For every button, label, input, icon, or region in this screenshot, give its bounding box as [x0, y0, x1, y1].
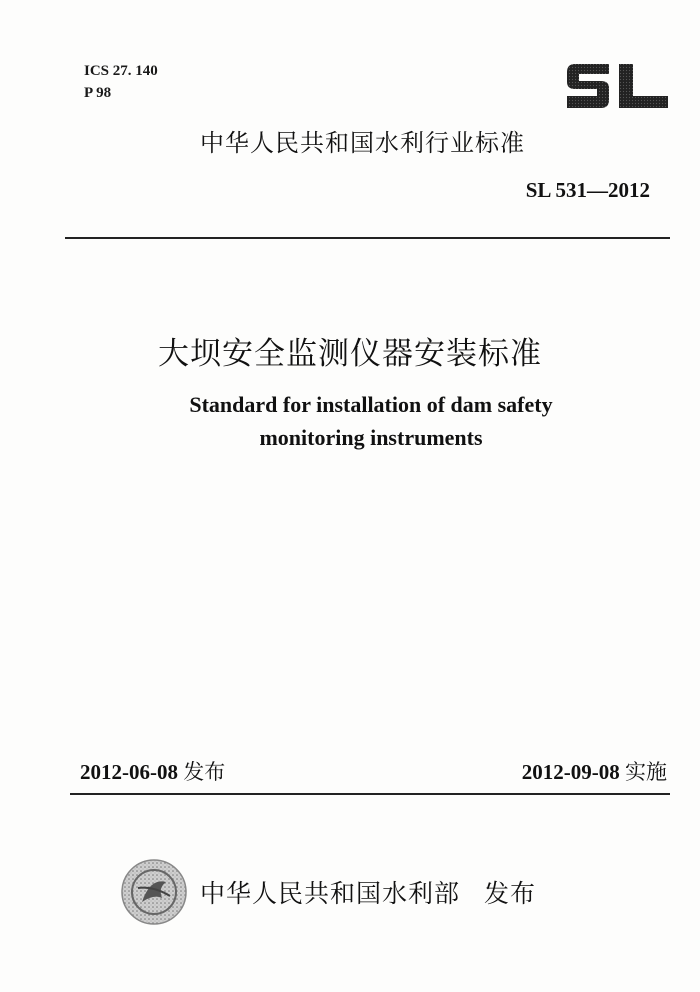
- title-english: [0, 388, 700, 454]
- publisher-name: 中华人民共和国水利部: [200, 879, 461, 908]
- title-english-line-1: Standard for installation of dam safety: [189, 392, 553, 417]
- bottom-divider: [70, 793, 670, 795]
- publisher-line: [200, 874, 536, 910]
- implement-date-block: [522, 756, 667, 786]
- implement-date: 2012-09-08: [521, 760, 620, 784]
- ministry-seal-emblem: [120, 858, 188, 926]
- standard-number: SL 531—2012: [525, 178, 650, 202]
- publisher-action: 发布: [484, 879, 537, 908]
- title-chinese: 大坝安全监测仪器安装标准: [158, 336, 542, 372]
- top-divider: [65, 237, 670, 239]
- ics-code: ICS 27. 140: [84, 63, 158, 79]
- implement-label: 实施: [625, 760, 667, 784]
- title-english-line-2: monitoring instruments: [259, 425, 483, 450]
- issue-date-block: [80, 756, 225, 786]
- sl-logo: [565, 60, 670, 112]
- issue-date: 2012-06-08: [80, 760, 178, 784]
- classification-block: [84, 60, 158, 104]
- category-code: P 98: [84, 85, 112, 101]
- issue-label: 发布: [183, 760, 226, 784]
- industry-standard-heading: 中华人民共和国水利行业标准: [200, 129, 525, 157]
